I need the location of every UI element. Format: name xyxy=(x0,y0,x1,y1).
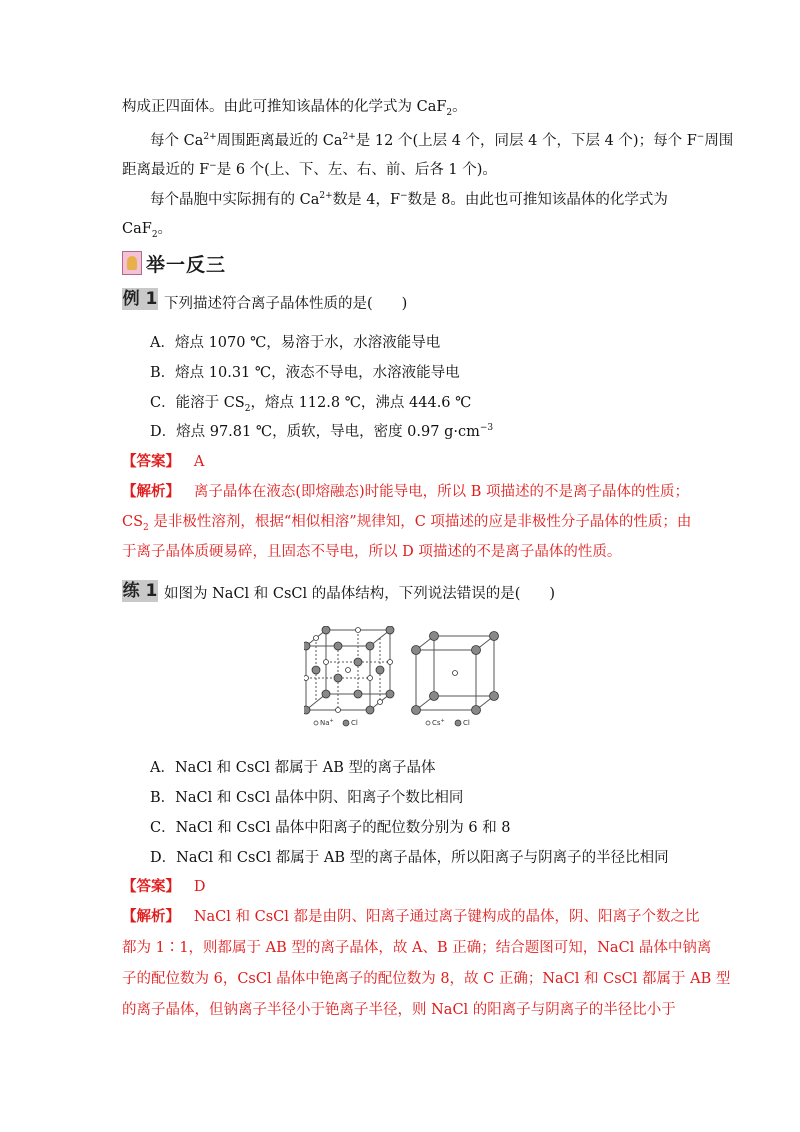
example-option-b: B．熔点 10.31 ℃，液态不导电，水溶液能导电 xyxy=(150,365,460,381)
practice-question: 如图为 NaCl 和 CsCl 的晶体结构，下列说法错误的是( ) xyxy=(164,586,556,602)
legend-na: Na+ xyxy=(320,718,334,727)
intro-paragraph-3-cont: CaF$_2$。 xyxy=(122,221,173,240)
example-option-c: C．能溶于 $CS_2$，熔点 112.8 ℃，沸点 444.6 ℃ xyxy=(150,395,472,414)
nacl-legend xyxy=(314,718,358,727)
intro-paragraph-2: 每个 $Ca^{2+}$周围距离最近的 $Ca^{2+}$是 12 个(上层 4 个，同层 4 个，下层 4 个)；每个 F−周围 xyxy=(150,132,734,149)
crystal-structure-svg xyxy=(304,626,504,730)
practice-option-c: C．NaCl 和 CsCl 晶体中阳离子的配位数分别为 6 和 8 xyxy=(150,820,511,836)
practice-badge: 练 1 xyxy=(122,581,158,601)
cscl-legend xyxy=(426,718,470,727)
practice-analysis-line-2: 都为 1∶1，则都属于 AB 型的离子晶体，故 A、B 正确；结合题图可知，NaCl 晶体中钠离 xyxy=(122,940,712,956)
example-option-a: A．熔点 1070 ℃，易溶于水，水溶液能导电 xyxy=(150,335,441,351)
example-option-d: D．熔点 97.81 ℃，质软，导电，密度 0.97 $g\cdot cm^{-3}$ xyxy=(150,423,494,440)
practice-analysis-line-3: 子的配位数为 6，CsCl 晶体中铯离子的配位数为 8，故 C 正确；NaCl 和 CsCl 都属于 AB 型 xyxy=(122,971,731,987)
practice-option-b: B．NaCl 和 CsCl 晶体中阴、阳离子个数比相同 xyxy=(150,790,464,806)
practice-answer: 【答案】 D xyxy=(122,878,206,895)
practice-analysis-line-4: 的离子晶体，但钠离子半径小于铯离子半径，则 NaCl 的阳离子与阴离子的半径比小于 xyxy=(122,1002,676,1018)
example-badge: 例 1 xyxy=(122,289,158,309)
crystal-structure-figure xyxy=(304,626,504,730)
intro-paragraph-3: 每个晶胞中实际拥有的 $Ca^{2+}$数是 4，F−数是 8。由此也可推知该晶体的化学式为 xyxy=(150,191,668,208)
legend-cl-right: Cl xyxy=(463,719,470,727)
section-banner xyxy=(122,250,226,276)
cscl-cs-ion xyxy=(453,671,458,676)
practice-option-a: A．NaCl 和 CsCl 都属于 AB 型的离子晶体 xyxy=(150,760,436,776)
legend-cl-left: Cl xyxy=(351,719,358,727)
intro-line-1: 构成正四面体。由此可推知该晶体的化学式为 CaF$_2$。 xyxy=(122,99,467,118)
practice-analysis-line-1: 【解析】 NaCl 和 CsCl 都是由阴、阳离子通过离子键构成的晶体，阴、阳离子个数之比 xyxy=(122,908,700,925)
example-answer: 【答案】 A xyxy=(122,453,205,470)
example-analysis-line-2: $CS_2$ 是非极性溶剂，根据“相似相溶”规律知，C 项描述的应是非极性分子晶体的性质；由 xyxy=(122,514,692,533)
practice-option-d: D．NaCl 和 CsCl 都属于 AB 型的离子晶体，所以阳离子与阴离子的半径比相同 xyxy=(150,850,669,866)
intro-paragraph-2-cont: 距离最近的 F−是 6 个(上、下、左、右、前、后各 1 个)。 xyxy=(122,161,497,178)
example-question: 下列描述符合离子晶体性质的是( ) xyxy=(164,296,408,312)
example-analysis-line-3: 于离子晶体质硬易碎，且固态不导电，所以 D 项描述的不是离子晶体的性质。 xyxy=(122,544,622,560)
example-analysis-line-1: 【解析】 离子晶体在液态(即熔融态)时能导电，所以 B 项描述的不是离子晶体的性质； xyxy=(122,483,690,500)
student-icon xyxy=(122,251,142,275)
legend-cs: Cs+ xyxy=(432,718,445,727)
section-title: 举一反三 xyxy=(146,253,227,276)
